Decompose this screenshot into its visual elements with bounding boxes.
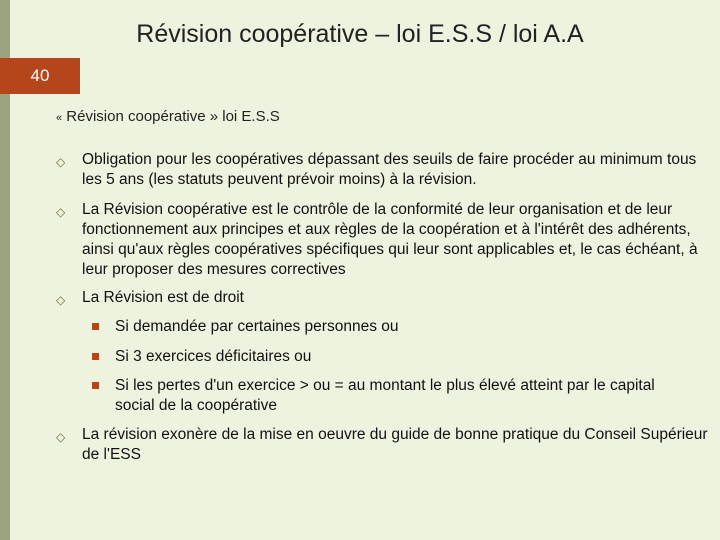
diamond-outline-icon: ◇ bbox=[56, 430, 66, 444]
sub-bullet-text: Si demandée par certaines personnes ou bbox=[115, 318, 399, 335]
square-icon bbox=[92, 382, 99, 389]
square-icon bbox=[92, 353, 99, 360]
slide-number-badge bbox=[0, 58, 80, 94]
diamond-outline-icon: ◇ bbox=[56, 293, 66, 307]
bullet-item bbox=[56, 150, 711, 190]
slide-subtitle bbox=[56, 108, 280, 125]
subtitle-text: Révision coopérative bbox=[66, 108, 206, 125]
slide-title: Révision coopérative – loi E.S.S / loi A.A bbox=[136, 20, 584, 48]
sub-bullet-item bbox=[92, 347, 692, 367]
close-quote: » bbox=[209, 108, 219, 125]
bullet-text: La Révision coopérative est le contrôle de la conformité de leur organisation et de leur fonctionnement aux principes et aux règles de la coopération et à l'intérêt des adhérents, ainsi qu'aux règles coopératives spécifiques qui leur sont applicables et, le cas échéant, à leur proposer des mesures correctives bbox=[82, 201, 698, 278]
diamond-outline-icon: ◇ bbox=[56, 155, 66, 169]
sub-bullet-item bbox=[92, 376, 692, 416]
slide-number: 40 bbox=[30, 66, 50, 85]
sub-bullet-text: Si 3 exercices déficitaires ou bbox=[115, 348, 312, 365]
bullet-item bbox=[56, 425, 711, 465]
subtitle-suffix: loi E.S.S bbox=[222, 108, 280, 125]
sub-bullet-text: Si les pertes d'un exercice > ou = au montant le plus élevé atteint par le capital social de la coopérative bbox=[115, 377, 655, 414]
open-quote: « bbox=[56, 112, 63, 124]
bullet-text: La révision exonère de la mise en oeuvre du guide de bonne pratique du Conseil Supérieur de l'ESS bbox=[82, 426, 708, 463]
bullet-text: Obligation pour les coopératives dépassant des seuils de faire procéder au minimum tous les 5 ans (les statuts peuvent prévoir moins) à la révision. bbox=[82, 151, 697, 188]
bullet-item bbox=[56, 288, 711, 308]
sub-bullet-item bbox=[92, 317, 692, 337]
bullet-item bbox=[56, 200, 711, 280]
diamond-outline-icon: ◇ bbox=[56, 205, 66, 219]
square-icon bbox=[92, 323, 99, 330]
bullet-text: La Révision est de droit bbox=[82, 289, 244, 306]
